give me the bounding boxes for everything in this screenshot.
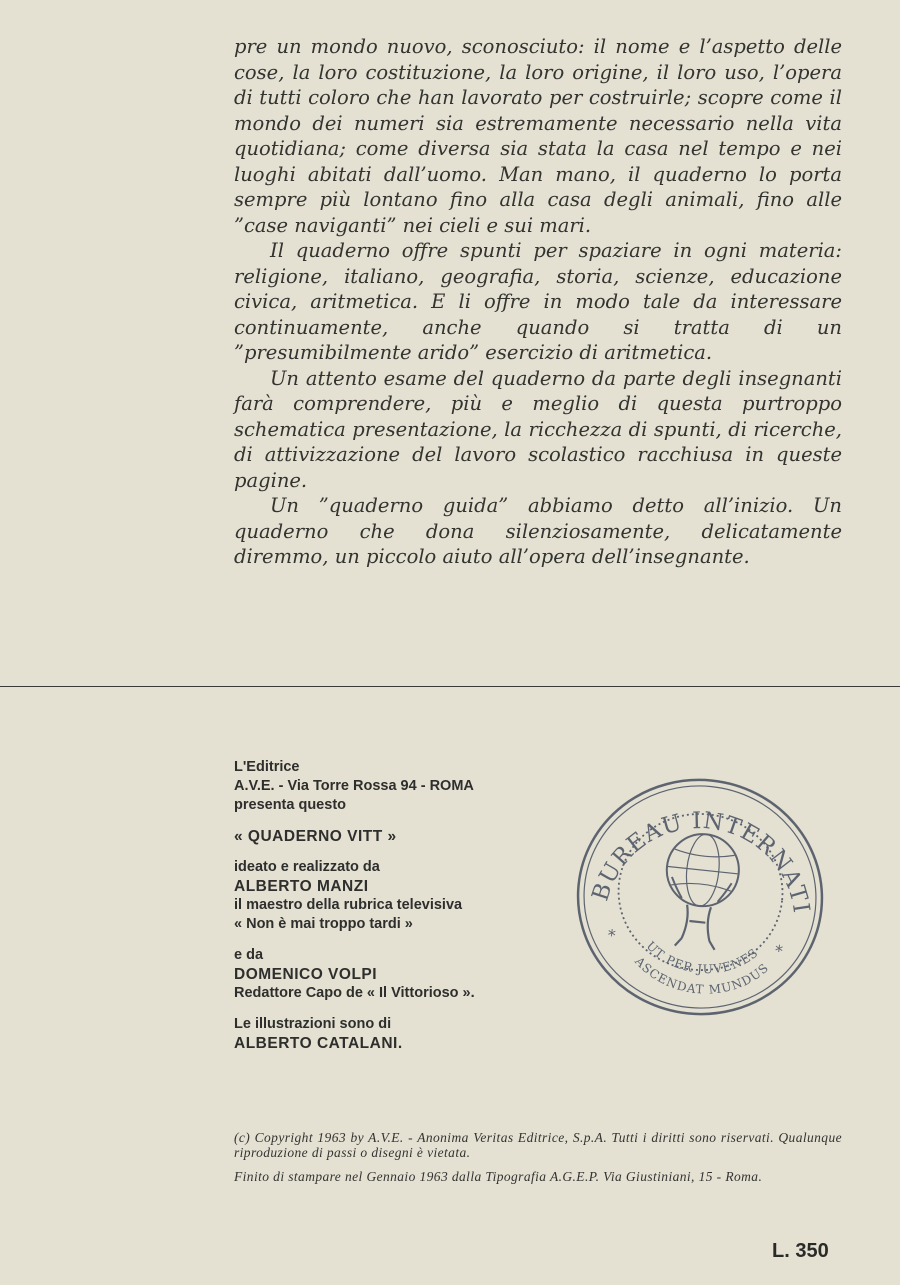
svg-text:*: * bbox=[773, 941, 784, 961]
and-line: e da bbox=[234, 947, 264, 963]
author1-role-line1: il maestro della rubrica televisiva bbox=[234, 897, 463, 913]
stamp-inner-text2: ASCENDAT MUNDUS bbox=[632, 954, 772, 997]
paragraph-4: Un ”quaderno guida” abbiamo detto all’inizio. Un quaderno che dona silenziosamente, delicatamente diremmo, un piccolo aiuto all’opera dell’insegnante. bbox=[234, 494, 842, 568]
stamp-seal-icon bbox=[570, 772, 830, 1022]
svg-text:*: * bbox=[606, 925, 617, 946]
publisher-address: A.V.E. - Via Torre Rossa 94 - ROMA bbox=[234, 778, 474, 794]
paragraph-3: Un attento esame del quaderno da parte degli insegnanti farà comprendere, più e meglio di questa purtroppo schematica presentazione, la ricchezza di spunti, di ricerche, di attivizzazione del lavoro scolastico racchiusa in queste pagine. bbox=[234, 366, 842, 492]
author2-role: Redattore Capo de « Il Vittorioso ». bbox=[234, 985, 475, 1001]
copyright-block bbox=[234, 1130, 842, 1193]
printing-line: Finito di stampare nel Gennaio 1963 dalla Tipografia A.G.E.P. Via Giustiniani, 15 - Roma. bbox=[234, 1169, 763, 1184]
horizontal-divider bbox=[0, 686, 900, 687]
author2-name: DOMENICO VOLPI bbox=[234, 966, 378, 983]
publisher-intro: L'Editrice bbox=[234, 759, 300, 775]
stamp-inner-text1: UT PER JUVENES bbox=[643, 938, 762, 977]
credits-block bbox=[234, 758, 594, 1065]
book-title: « QUADERNO VITT » bbox=[234, 828, 397, 845]
conceived-by: ideato e realizzato da bbox=[234, 859, 380, 875]
bureau-stamp bbox=[570, 772, 830, 1022]
author1-role-line2: « Non è mai troppo tardi » bbox=[234, 916, 413, 932]
illustrations-by: Le illustrazioni sono di bbox=[234, 1016, 392, 1032]
author1-name: ALBERTO MANZI bbox=[234, 878, 369, 895]
copyright-line: (c) Copyright 1963 by A.V.E. - Anonima Veritas Editrice, S.p.A. Tutti i diritti sono riservati. Qualunque riproduzione di passi o disegni è vietata. bbox=[234, 1130, 842, 1160]
body-text bbox=[234, 34, 842, 570]
illustrator-name: ALBERTO CATALANI. bbox=[234, 1035, 403, 1052]
presents-line: presenta questo bbox=[234, 797, 346, 813]
price-label: L. 350 bbox=[772, 1240, 829, 1262]
stamp-outer-text: BUREAU INTERNATIONAL bbox=[587, 807, 815, 916]
paragraph-1: pre un mondo nuovo, sconosciuto: il nome e l’aspetto delle cose, la loro costituzione, la loro origine, il loro uso, l’opera di tutti coloro che han lavorato per costruirle; scopre come il mondo dei numeri sia estremamente necessario nella vita quotidiana; come diversa sia stata la casa nel tempo e nei luoghi abitati dall’uomo. Man mano, il quaderno lo porta sempre più lontano fino alla casa degli animali, fino alle ”case naviganti” nei cieli e sui mari. bbox=[234, 35, 842, 237]
paragraph-2: Il quaderno offre spunti per spaziare in ogni materia: religione, italiano, geografia, storia, scienze, educazione civica, aritmetica. E li offre in modo tale da interessare continuamente, anche quando si tratta di un ”presumibilmente arido” esercizio di aritmetica. bbox=[234, 239, 842, 364]
